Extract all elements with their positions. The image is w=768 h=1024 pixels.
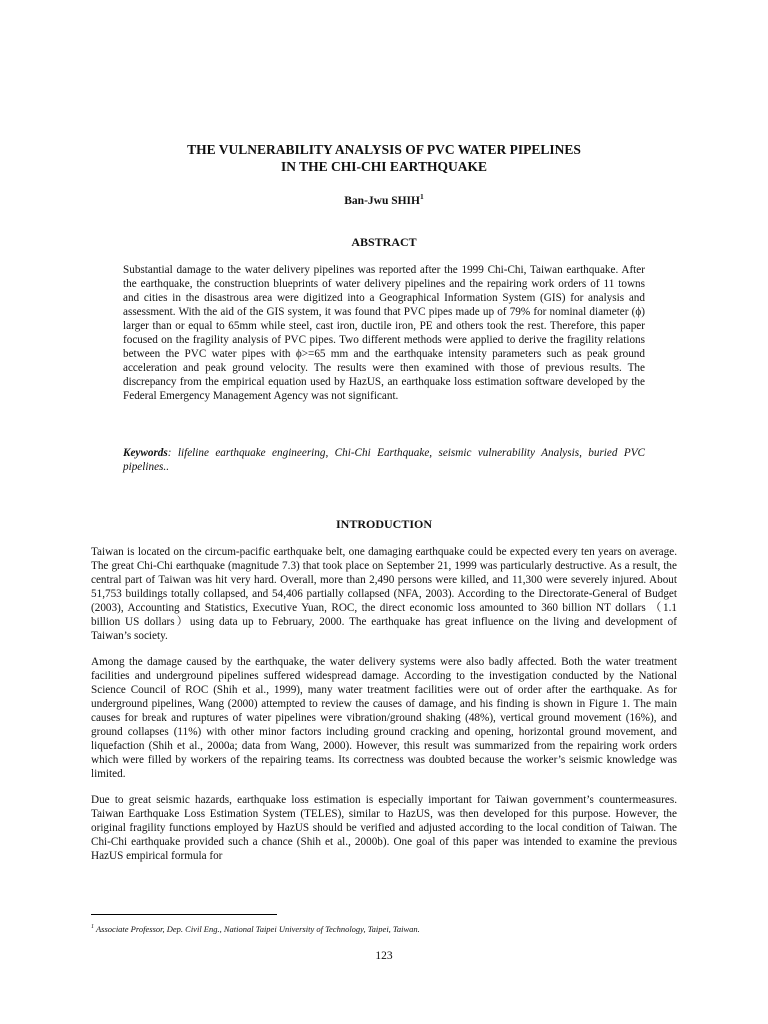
abstract-heading: ABSTRACT bbox=[351, 235, 417, 249]
footnote bbox=[91, 924, 691, 934]
author-name: Ban-Jwu SHIH bbox=[344, 194, 420, 207]
footnote-text: Associate Professor, Dep. Civil Eng., National Taipei University of Technology, Taipei, Taiwan. bbox=[95, 924, 420, 934]
keywords-label: Keywords bbox=[123, 447, 168, 459]
title-line-1: THE VULNERABILITY ANALYSIS OF PVC WATER PIPELINES bbox=[187, 142, 581, 157]
intro-paragraph-3: Due to great seismic hazards, earthquake loss estimation is especially important for Taiwan government’s countermeasures. Taiwan Earthquake Loss Estimation System (TELES), similar to HazUS, was then developed for this purpose. However, the original fragility functions employed by HazUS should be verified and adjusted according to the local condition of Taiwan. The Chi-Chi earthquake provided such a chance (Shih et al., 2000b). One goal of this paper was intended to examine the previous HazUS empirical formula for bbox=[91, 794, 677, 862]
abstract-text: Substantial damage to the water delivery pipelines was reported after the 1999 Chi-Chi, Taiwan earthquake. After the earthquake, the construction blueprints of water delivery pipelines and the repairing work orders of 11 towns and cities in the disastrous area were digitized into a Geographical Information System (GIS) for analysis and assessment. With the aid of the GIS system, it was found that PVC pipes made up of 79% for nominal diameter (ϕ) larger than or equal to 65mm while steel, cast iron, ductile iron, PE and others took the rest. Therefore, this paper focused on the fragility analysis of PVC pipes. Two different methods were applied to derive the fragility relations between the PVC water pipes with ϕ>=65 mm and the earthquake intensity parameters such as peak ground acceleration and peak ground velocity. The results were then examined with those of previous results. The discrepancy from the empirical equation used by HazUS, an earthquake loss estimation software developed by the Federal Emergency Management Agency was not significant. bbox=[123, 264, 645, 402]
intro-paragraph-2: Among the damage caused by the earthquake, the water delivery systems were also badly affected. Both the water treatment facilities and underground pipelines suffered widespread damage. According to the investigation conducted by the National Science Council of ROC (Shih et al., 1999), many water treatment facilities were out of order after the earthquake. As for underground pipelines, Wang (2000) attempted to review the causes of damage, and his finding is shown in Figure 1. The main causes for break and ruptures of water pipelines were vibration/ground shaking (48%), vertical ground movement (16%), and ground collapses (11%) with other minor factors including ground cracking and opening, horizontal ground movement, and liquefaction (Shih et al., 2000a; data from Wang, 2000). However, this result was summarized from the repairing work orders which were filled by workers of the repairing teams. Its correctness was doubted because the worker’s seismic knowledge was limited. bbox=[91, 656, 677, 780]
introduction-heading: INTRODUCTION bbox=[335, 517, 432, 531]
introduction-body bbox=[91, 545, 677, 875]
page-number: 123 bbox=[375, 950, 393, 962]
keywords-text: : lifeline earthquake engineering, Chi-Chi Earthquake, seismic vulnerability Analysis, buried PVC pipelines.. bbox=[123, 447, 645, 473]
footnote-divider bbox=[91, 914, 277, 915]
title-line-2: IN THE CHI-CHI EARTHQUAKE bbox=[281, 159, 487, 174]
keywords bbox=[123, 446, 645, 474]
author-footnote-marker: 1 bbox=[419, 192, 424, 201]
paper-title bbox=[0, 141, 768, 175]
intro-paragraph-1: Taiwan is located on the circum-pacific earthquake belt, one damaging earthquake could be expected every ten years on average. The great Chi-Chi earthquake (magnitude 7.3) that took place on September 21, 1999 was particularly destructive. As a result, the central part of Taiwan was hit very hard. Overall, more than 2,490 persons were killed, and 11,300 were severely injured. About 51,753 buildings totally collapsed, and 54,406 partially collapsed (NFA, 2003). According to the Directorate-General of Budget (2003), Accounting and Statistics, Executive Yuan, ROC, the direct economic loss amounted to 360 billion NT dollars （1.1 billion US dollars）using data up to February, 2000. The earthquake has great influence on the living and development of Taiwan’s society. bbox=[91, 546, 677, 642]
footnote-marker: 1 bbox=[91, 924, 94, 931]
author-line bbox=[0, 192, 768, 207]
